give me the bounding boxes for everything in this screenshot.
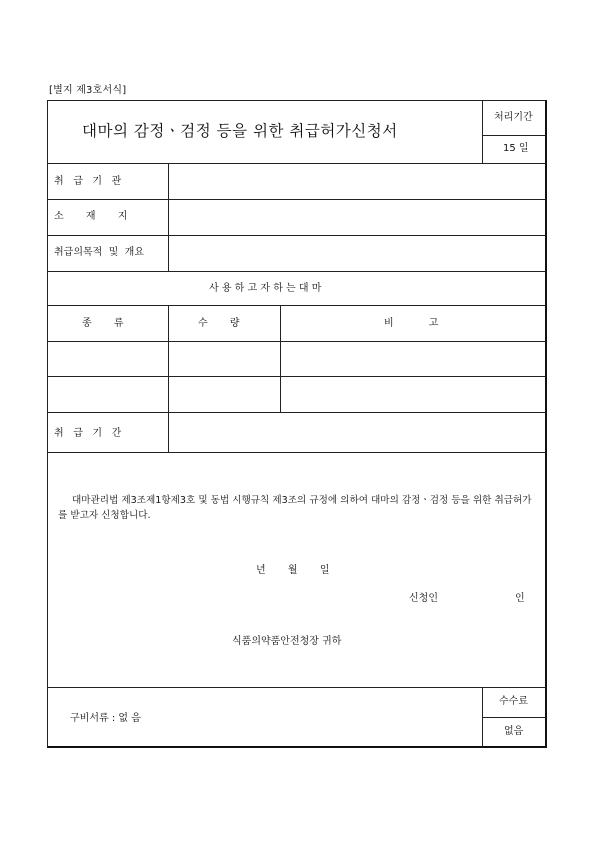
divider bbox=[47, 305, 546, 306]
column-header-remarks: 비 고 bbox=[384, 318, 439, 329]
form-number-label: [별지 제3호서식] bbox=[49, 85, 127, 96]
divider bbox=[47, 452, 546, 453]
form-title: 대마의 감정ㆍ검정 등을 위한 취급허가신청서 bbox=[82, 122, 398, 140]
handling-period-label: 취 급 기 간 bbox=[54, 428, 122, 439]
fee-value: 없음 bbox=[504, 726, 524, 737]
divider bbox=[47, 687, 546, 688]
divider bbox=[482, 687, 483, 747]
location-label: 소 재 지 bbox=[54, 211, 128, 222]
date-line: 년 월 일 bbox=[256, 565, 330, 576]
divider bbox=[47, 376, 546, 377]
divider bbox=[168, 163, 169, 271]
divider bbox=[482, 135, 546, 136]
handling-institution-label: 취 급 기 관 bbox=[54, 176, 122, 187]
column-header-quantity: 수 량 bbox=[198, 318, 240, 329]
hemp-section-header: 사 용 하 고 자 하 는 대 마 bbox=[209, 283, 322, 294]
divider bbox=[482, 100, 483, 163]
table-row[interactable] bbox=[49, 343, 544, 374]
divider bbox=[47, 235, 546, 236]
handling-institution-field[interactable] bbox=[170, 165, 544, 197]
recipient-line: 식품의약품안전청장 귀하 bbox=[232, 636, 342, 647]
processing-period-label: 처리기간 bbox=[494, 112, 533, 123]
divider bbox=[47, 341, 546, 342]
divider bbox=[482, 717, 546, 718]
divider bbox=[47, 412, 546, 413]
declaration-text: 대마관리법 제3조제1항제3호 및 동법 시행규칙 제3조의 규정에 의하여 대마의 감정ㆍ검정 등을 위한 취급허가를 받고자 신청합니다. bbox=[58, 495, 532, 521]
table-row[interactable] bbox=[49, 378, 544, 410]
applicant-label: 신청인 bbox=[409, 593, 438, 604]
required-documents: 구비서류 : 없 음 bbox=[70, 713, 141, 724]
seal-label: 인 bbox=[515, 593, 525, 604]
divider bbox=[47, 163, 546, 164]
divider bbox=[47, 199, 546, 200]
purpose-field[interactable] bbox=[170, 237, 544, 269]
location-field[interactable] bbox=[170, 201, 544, 233]
divider bbox=[47, 271, 546, 272]
column-header-type: 종 류 bbox=[82, 318, 124, 329]
purpose-label: 취급의목적 및 개요 bbox=[54, 247, 144, 258]
fee-label: 수수료 bbox=[499, 696, 528, 707]
handling-period-field[interactable] bbox=[170, 414, 544, 450]
processing-period-value: 15 일 bbox=[503, 143, 529, 154]
